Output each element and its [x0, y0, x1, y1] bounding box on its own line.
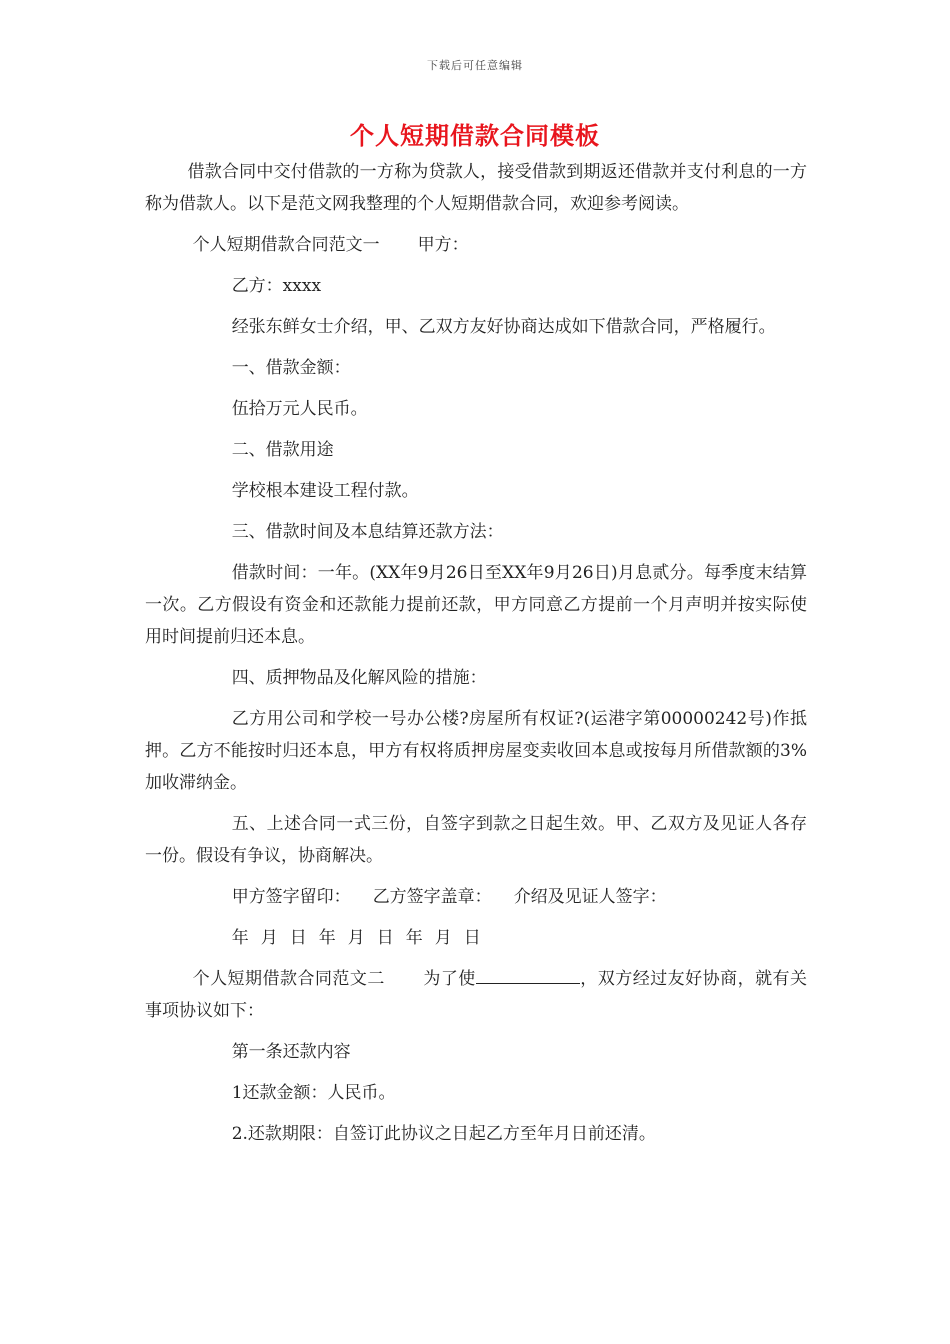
- sample2-heading: 个人短期借款合同范文二: [192, 969, 385, 989]
- sample2-lead-before: 为了使: [422, 969, 476, 989]
- signature-party-a: 甲方签字留印：: [231, 887, 351, 907]
- article1-title: 第一条还款内容: [231, 1042, 351, 1062]
- document-title: 个人短期借款合同模板: [350, 122, 600, 150]
- date-row: [145, 922, 807, 954]
- document-body: [145, 156, 807, 1159]
- date-token: 日: [463, 928, 481, 948]
- article1-item1: 1还款金额：人民币。: [231, 1083, 396, 1103]
- party-b-line: 乙方：xxxx: [231, 276, 322, 296]
- date-token: 日: [289, 928, 307, 948]
- section4-body: 乙方用公司和学校一号办公楼?房屋所有权证?(运港字第00000242号)作抵押。乙方不能按时归还本息，甲方有权将质押房屋变卖收回本息或按每月所借款额的3%加收滞纳金。: [145, 709, 807, 793]
- header-note: 下载后可任意编辑: [427, 59, 523, 72]
- intro-paragraph: 借款合同中交付借款的一方称为贷款人，接受借款到期返还借款并支付利息的一方称为借款人。以下是范文网我整理的个人短期借款合同，欢迎参考阅读。: [145, 162, 807, 214]
- article1-item2: 2.还款期限：自签订此协议之日起乙方至年月日前还清。: [231, 1124, 656, 1144]
- date-token: 月: [260, 928, 278, 948]
- date-token: 日: [376, 928, 394, 948]
- preamble-paragraph: 经张东鲜女士介绍，甲、乙双方友好协商达成如下借款合同，严格履行。: [231, 317, 776, 337]
- date-token: 年: [405, 928, 423, 948]
- date-token: 月: [434, 928, 452, 948]
- section4-title: 四、质押物品及化解风险的措施：: [231, 668, 487, 688]
- signature-witness: 介绍及见证人签字：: [513, 887, 667, 907]
- party-a-label: 甲方：: [417, 235, 469, 255]
- section5-body: 五、上述合同一式三份，自签字到款之日起生效。甲、乙双方及见证人各存一份。假设有争议，协商解决。: [145, 814, 807, 866]
- section1-title: 一、借款金额：: [231, 358, 351, 378]
- section3-title: 三、借款时间及本息结算还款方法：: [231, 522, 504, 542]
- sample1-heading-line: [145, 229, 807, 261]
- sample2-lead-after: ，双方经过友好协商，: [579, 969, 756, 989]
- sample2-lead-tail: 就有关事项协议如下：: [145, 969, 808, 1021]
- signature-party-b: 乙方签字盖章：: [372, 887, 492, 907]
- date-token: 年: [231, 928, 249, 948]
- section2-body: 学校根本建设工程付款。: [231, 481, 419, 501]
- section2-title: 二、借款用途: [231, 440, 334, 460]
- sample1-heading: 个人短期借款合同范文一: [192, 235, 380, 255]
- date-token: 年: [318, 928, 336, 948]
- fill-in-blank: [476, 963, 580, 984]
- date-token: 月: [347, 928, 365, 948]
- section3-body: 借款时间：一年。(XX年9月26日至XX年9月26日)月息贰分。每季度末结算一次。乙方假设有资金和还款能力提前还款，甲方同意乙方提前一个月声明并按实际使用时间提前归还本息。: [145, 563, 807, 647]
- signature-line: [145, 881, 807, 913]
- sample2-lead-paragraph: [145, 963, 807, 1027]
- section1-body: 伍拾万元人民币。: [231, 399, 368, 419]
